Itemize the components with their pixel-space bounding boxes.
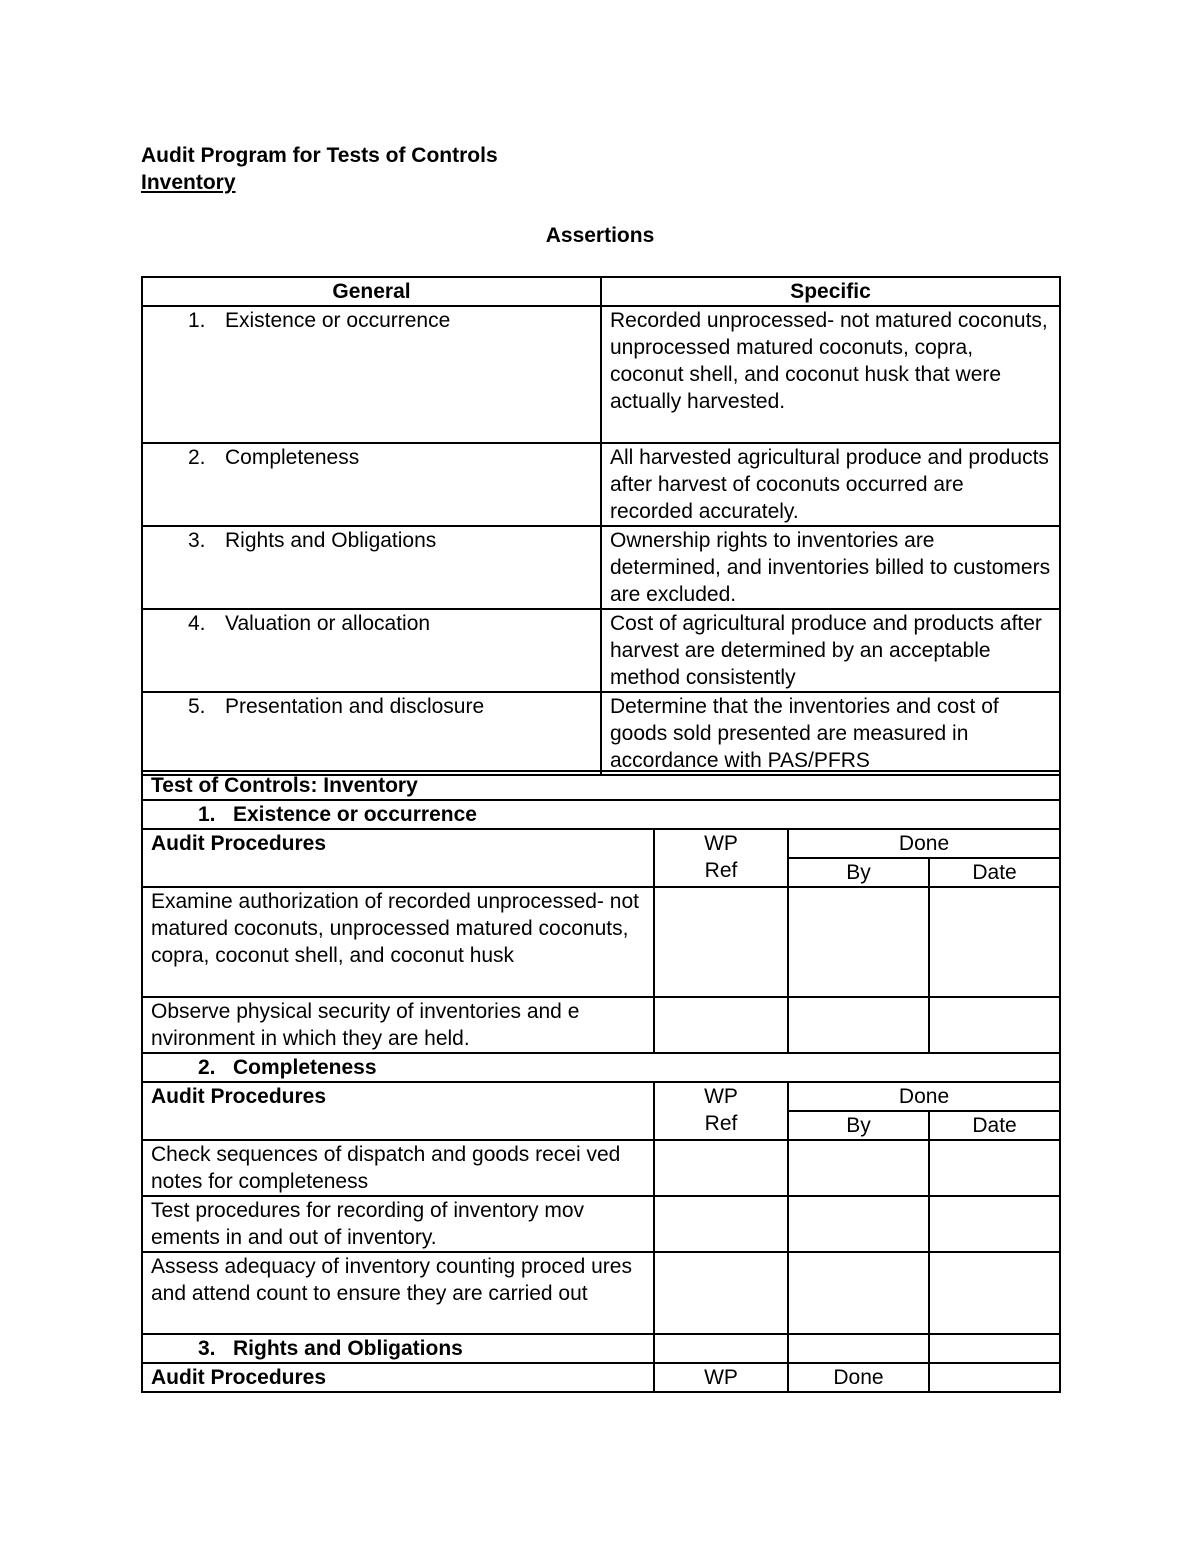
procedure-text: Assess adequacy of inventory counting proced ures and attend count to ensure they are carried out xyxy=(142,1252,654,1334)
by-cell xyxy=(788,1252,929,1334)
assertion-general: Existence or occurrence xyxy=(225,309,451,332)
empty-cell xyxy=(654,1334,788,1363)
date-cell xyxy=(929,1140,1060,1196)
assertion-number: 2. xyxy=(188,446,206,469)
by-cell xyxy=(788,887,929,997)
assertion-row xyxy=(142,526,1060,609)
by-header: By xyxy=(788,858,929,887)
section-number: 3. xyxy=(198,1337,216,1360)
section-title: Rights and Obligations xyxy=(233,1337,463,1360)
assertion-number: 5. xyxy=(188,695,206,718)
wp-ref-header xyxy=(654,829,788,887)
assertions-table xyxy=(141,276,1061,776)
assertion-number: 3. xyxy=(188,529,206,552)
by-cell xyxy=(788,997,929,1053)
tests-table xyxy=(141,770,1061,1393)
date-cell xyxy=(929,997,1060,1053)
wp-ref-cell xyxy=(654,1252,788,1334)
procedure-row xyxy=(142,1196,1060,1252)
wp-ref-cell xyxy=(654,997,788,1053)
section-number: 2. xyxy=(198,1056,216,1079)
assertions-header-row xyxy=(142,277,1060,306)
procedure-text: Examine authorization of recorded unprocessed- not matured coconuts, unprocessed matured coconuts, copra, coconut shell, and coconut husk xyxy=(142,887,654,997)
assertion-specific: Ownership rights to inventories are determined, and inventories billed to customers are excluded. xyxy=(601,526,1060,609)
page-title: Audit Program for Tests of Controls xyxy=(141,144,498,167)
assertion-specific: Recorded unprocessed- not matured coconuts, unprocessed matured coconuts, copra, coconut shell, and coconut husk that were actually harvested. xyxy=(601,306,1060,443)
assertion-number: 1. xyxy=(188,309,206,332)
done-header: Done xyxy=(788,1082,1060,1111)
tests-heading: Test of Controls: Inventory xyxy=(142,771,1060,800)
empty-cell xyxy=(929,1334,1060,1363)
assertion-row xyxy=(142,443,1060,526)
general-cell xyxy=(142,306,601,443)
assertion-general: Rights and Obligations xyxy=(225,529,437,552)
wp-ref-cell xyxy=(654,1140,788,1196)
date-header: Date xyxy=(929,1111,1060,1140)
date-cell xyxy=(929,1196,1060,1252)
wp-label: WP xyxy=(704,832,738,855)
section-heading-row xyxy=(142,800,1060,829)
assertion-general: Valuation or allocation xyxy=(225,612,431,635)
done-header: Done xyxy=(788,1363,929,1392)
empty-cell xyxy=(929,1363,1060,1392)
procedure-row xyxy=(142,1140,1060,1196)
assertion-specific: Cost of agricultural produce and products after harvest are determined by an acceptable method consistently xyxy=(601,609,1060,692)
section-heading xyxy=(142,800,1060,829)
specific-header: Specific xyxy=(601,277,1060,306)
assertion-specific: Determine that the inventories and cost of goods sold presented are measured in accordance with PAS/PFRS xyxy=(601,692,1060,775)
audit-procedures-header: Audit Procedures xyxy=(142,829,654,887)
section-heading-row xyxy=(142,1053,1060,1082)
date-cell xyxy=(929,1252,1060,1334)
assertion-row xyxy=(142,692,1060,775)
done-header: Done xyxy=(788,829,1060,858)
procedure-row xyxy=(142,997,1060,1053)
tests-heading-row xyxy=(142,771,1060,800)
wp-header: WP xyxy=(654,1363,788,1392)
assertion-general: Completeness xyxy=(225,446,360,469)
procedure-row xyxy=(142,887,1060,997)
date-header: Date xyxy=(929,858,1060,887)
assertion-row xyxy=(142,306,1060,443)
assertion-row xyxy=(142,609,1060,692)
procedures-header-row xyxy=(142,829,1060,858)
wp-ref-header xyxy=(654,1082,788,1140)
audit-procedures-header: Audit Procedures xyxy=(142,1082,654,1140)
ref-label: Ref xyxy=(704,1112,738,1135)
procedures-header-row xyxy=(142,1082,1060,1111)
procedures-header-row xyxy=(142,1363,1060,1392)
general-cell xyxy=(142,526,601,609)
by-header: By xyxy=(788,1111,929,1140)
general-cell xyxy=(142,609,601,692)
wp-ref-cell xyxy=(654,1196,788,1252)
by-cell xyxy=(788,1140,929,1196)
assertion-specific: All harvested agricultural produce and products after harvest of coconuts occurred are recorded accurately. xyxy=(601,443,1060,526)
section-heading-row xyxy=(142,1334,1060,1363)
assertion-number: 4. xyxy=(188,612,206,635)
section-title: Completeness xyxy=(233,1056,377,1079)
assertion-general: Presentation and disclosure xyxy=(225,695,485,718)
general-cell xyxy=(142,692,601,775)
by-cell xyxy=(788,1196,929,1252)
procedure-text: Check sequences of dispatch and goods recei ved notes for completeness xyxy=(142,1140,654,1196)
assertions-heading: Assertions xyxy=(545,224,655,247)
section-heading xyxy=(142,1053,1060,1082)
procedure-text: Test procedures for recording of inventory mov ements in and out of inventory. xyxy=(142,1196,654,1252)
wp-label: WP xyxy=(704,1085,738,1108)
audit-procedures-header: Audit Procedures xyxy=(142,1363,654,1392)
procedure-row xyxy=(142,1252,1060,1334)
section-heading xyxy=(142,1334,654,1363)
general-cell xyxy=(142,443,601,526)
general-header: General xyxy=(142,277,601,306)
section-number: 1. xyxy=(198,803,216,826)
wp-ref-cell xyxy=(654,887,788,997)
section-title: Existence or occurrence xyxy=(233,803,477,826)
date-cell xyxy=(929,887,1060,997)
page-subtitle: Inventory xyxy=(141,171,236,194)
empty-cell xyxy=(788,1334,929,1363)
procedure-text: Observe physical security of inventories and e nvironment in which they are held. xyxy=(142,997,654,1053)
ref-label: Ref xyxy=(704,859,738,882)
